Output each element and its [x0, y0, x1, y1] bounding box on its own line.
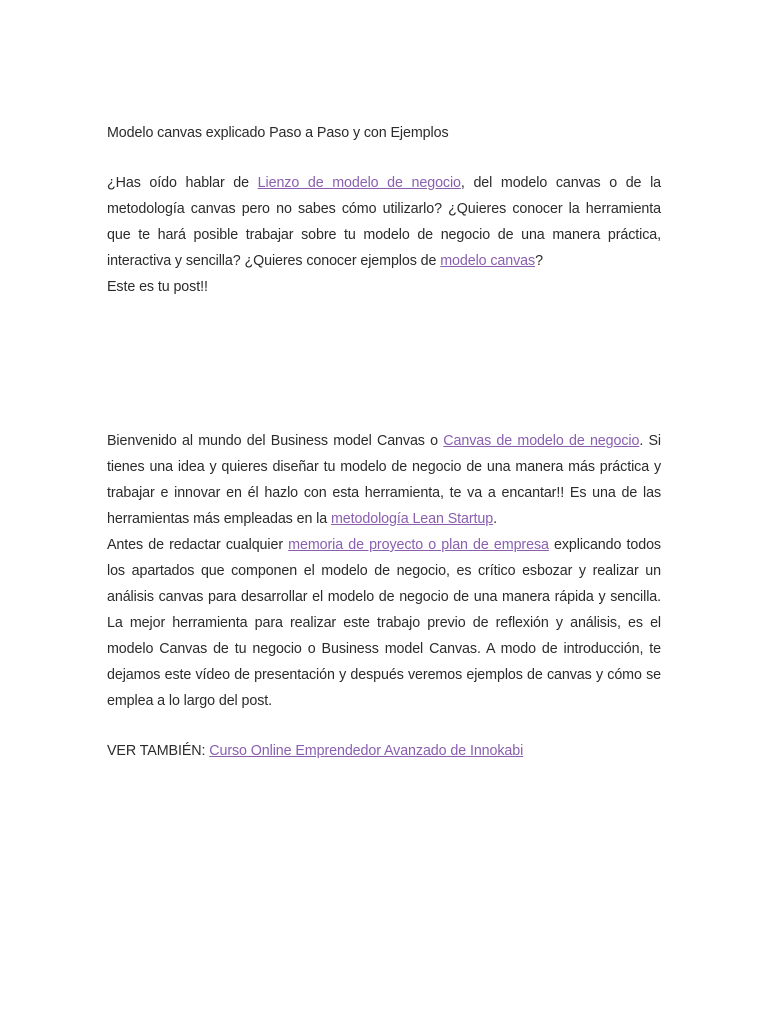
welcome-paragraph — [107, 428, 661, 532]
welcome-text-2: . Si tienes una idea y quieres diseñar tu modelo de negocio de una manera más práctica y trabajar e innovar en él hazlo con esta herramienta, te va a encantar!! Es una de las herramientas más empleadas en la — [107, 433, 661, 527]
welcome-text-3: . — [493, 511, 497, 527]
modelo-canvas-link[interactable]: modelo canvas — [440, 253, 536, 269]
spacer — [107, 300, 661, 428]
before-text-2: explicando todos los apartados que componen el modelo de negocio, es crítico esbozar y realizar un análisis canvas para desarrollar el modelo de negocio de una manera rápida y sencilla. La mejor herramienta para realizar este trabajo previo de reflexión y análisis, es el modelo Canvas de tu negocio o Business model Canvas. A modo de introducción, te dejamos este vídeo de presentación y después veremos ejemplos de canvas y cómo se emplea a lo largo del post. — [107, 537, 661, 709]
before-text-1: Antes de redactar cualquier — [107, 537, 289, 553]
see-also-label: VER TAMBIÉN: — [107, 743, 210, 759]
canvas-modelo-negocio-link[interactable]: Canvas de modelo de negocio — [443, 433, 640, 449]
before-paragraph — [107, 532, 661, 714]
intro-closing: Este es tu post!! — [107, 279, 208, 295]
intro-text-1: ¿Has oído hablar de — [107, 175, 258, 191]
article-title: Modelo canvas explicado Paso a Paso y con Ejemplos — [107, 125, 449, 141]
article-body — [107, 120, 661, 764]
metodologia-lean-startup-link[interactable]: metodología Lean Startup — [330, 511, 494, 527]
welcome-text-1: Bienvenido al mundo del Business model Canvas o — [107, 433, 444, 449]
memoria-proyecto-link[interactable]: memoria de proyecto o plan de empresa — [288, 537, 549, 553]
intro-text-3: ? — [535, 253, 543, 269]
intro-paragraph — [107, 170, 661, 274]
curso-online-link[interactable]: Curso Online Emprendedor Avanzado de Innokabi — [209, 743, 524, 759]
lienzo-modelo-negocio-link[interactable]: Lienzo de modelo de negocio — [257, 175, 461, 191]
see-also-line — [107, 738, 661, 764]
intro-text-2: , del modelo canvas o de la metodología canvas pero no sabes cómo utilizarlo? ¿Quieres conocer la herramienta que te hará posible trabajar sobre tu modelo de negocio de una manera práctica, interactiva y sencilla? ¿Quieres conocer ejemplos de — [107, 175, 661, 269]
spacer — [107, 714, 661, 738]
